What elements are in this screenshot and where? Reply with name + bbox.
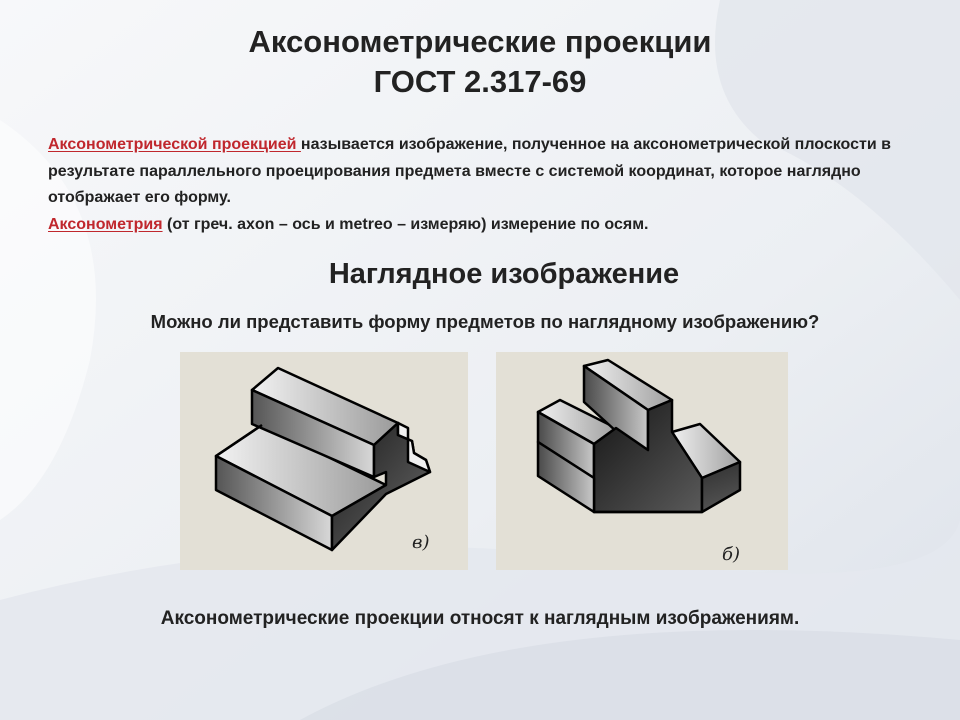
definition-block — [48, 132, 908, 238]
conclusion-text: Аксонометрические проекции относят к наглядным изображениям. — [160, 608, 800, 629]
etymology-paragraph — [48, 212, 908, 239]
question-text: Можно ли представить форму предметов по наглядному изображению? — [150, 311, 820, 332]
figure-label-a: в) — [412, 532, 430, 553]
definition-term: Аксонометрической проекцией — [48, 136, 301, 153]
definition-paragraph — [48, 132, 908, 212]
figure-t-block — [496, 352, 788, 570]
slide-title — [0, 22, 960, 102]
section-subtitle: Наглядное изображение — [328, 258, 680, 290]
figure-label-b: б) — [722, 544, 741, 565]
title-line-1: Аксонометрические проекции — [248, 24, 712, 59]
etymology-text: (от греч. axon – ось и metreo – измеряю) измерение по осям. — [162, 215, 649, 233]
title-line-2: ГОСТ 2.317-69 — [373, 64, 587, 99]
figure-stepped-block — [180, 352, 468, 570]
definition-text: называется изображение, полученное на аксонометрической плоскости в результате параллельного проецирования предмета вместе с системой координат, которое наглядно отображает его форму. — [48, 136, 891, 206]
etymology-term: Аксонометрия — [48, 215, 163, 233]
